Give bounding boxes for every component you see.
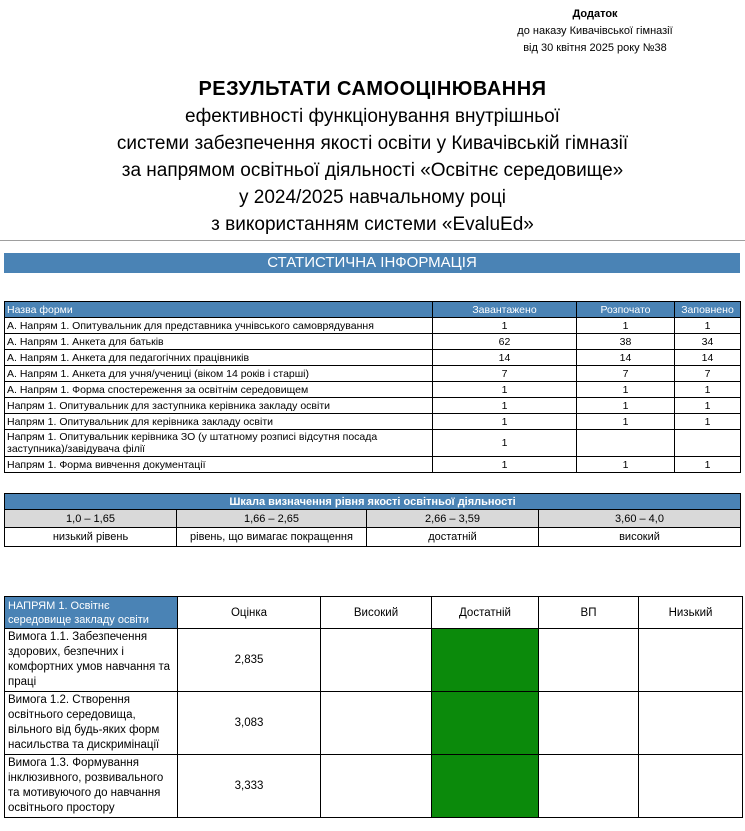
heading-line2: системи забезпечення якості освіти у Кивачівській гімназії	[116, 133, 629, 154]
level-needs-improvement-cell	[539, 629, 639, 692]
appendix-block	[470, 6, 720, 57]
loaded-count: 14	[433, 350, 577, 366]
scale-level: низький рівень	[5, 528, 177, 547]
form-name: А. Напрям 1. Опитувальник для представника учнівського самоврядування	[5, 318, 433, 334]
loaded-count: 1	[433, 414, 577, 430]
loaded-count: 1	[433, 382, 577, 398]
filled-count: 1	[675, 382, 741, 398]
loaded-count: 62	[433, 334, 577, 350]
header-high: Високий	[321, 597, 432, 629]
table-row	[5, 430, 741, 457]
heading-main: РЕЗУЛЬТАТИ САМООЦІНЮВАННЯ	[198, 78, 547, 100]
scale-ranges-row	[5, 510, 741, 528]
started-count: 1	[577, 398, 675, 414]
appendix-line1: до наказу Кивачівської гімназії	[517, 25, 673, 37]
filled-count: 1	[675, 414, 741, 430]
loaded-count: 1	[433, 457, 577, 473]
scale-range: 2,66 – 3,59	[367, 510, 539, 528]
level-low-cell	[639, 629, 743, 692]
requirement-name: Вимога 1.2. Створення освітнього середовища, вільного від будь-яких форм насильства та дискримінації	[5, 692, 178, 755]
form-name: Напрям 1. Опитувальник керівника ЗО (у штатному розписі відсутня посада заступника)/завідувача філії	[5, 430, 433, 457]
level-low-cell	[639, 692, 743, 755]
stats-table	[4, 301, 741, 473]
header-sufficient: Достатній	[432, 597, 539, 629]
appendix-line2: від 30 квітня 2025 року №38	[523, 42, 667, 54]
direction-title: НАПРЯМ 1. Освітнє середовище закладу освіти	[5, 597, 178, 629]
appendix-title: Додаток	[572, 8, 618, 20]
level-sufficient-cell	[432, 629, 539, 692]
level-sufficient-cell	[432, 755, 539, 818]
filled-count: 1	[675, 457, 741, 473]
form-name: Напрям 1. Опитувальник для керівника закладу освіти	[5, 414, 433, 430]
heading-line5: з використанням системи «EvaluEd»	[211, 214, 534, 235]
requirement-name: Вимога 1.3. Формування інклюзивного, розвивального та мотивуючого до навчання освітнього простору	[5, 755, 178, 818]
stats-header-row	[5, 302, 741, 318]
filled-count	[675, 430, 741, 457]
loaded-count: 1	[433, 318, 577, 334]
scale-level: достатній	[367, 528, 539, 547]
scale-range: 3,60 – 4,0	[539, 510, 741, 528]
stats-header-started: Розпочато	[577, 302, 675, 318]
started-count: 1	[577, 318, 675, 334]
filled-count: 1	[675, 318, 741, 334]
started-count: 1	[577, 382, 675, 398]
requirements-header-row	[5, 597, 743, 629]
level-low-cell	[639, 755, 743, 818]
started-count	[577, 430, 675, 457]
scale-range: 1,66 – 2,65	[177, 510, 367, 528]
heading-line3: за напрямом освітньої діяльності «Освітнє середовище»	[121, 160, 624, 181]
table-row	[5, 350, 741, 366]
loaded-count: 1	[433, 398, 577, 414]
header-score: Оцінка	[178, 597, 321, 629]
stats-header-name: Назва форми	[5, 302, 433, 318]
scale-levels-row	[5, 528, 741, 547]
header-low: Низький	[639, 597, 743, 629]
table-row	[5, 382, 741, 398]
table-row	[5, 414, 741, 430]
started-count: 14	[577, 350, 675, 366]
quality-scale-table	[4, 493, 741, 547]
table-row	[5, 457, 741, 473]
loaded-count: 7	[433, 366, 577, 382]
level-needs-improvement-cell	[539, 755, 639, 818]
requirement-score: 2,835	[178, 629, 321, 692]
table-row	[5, 629, 743, 692]
scale-title: Шкала визначення рівня якості освітньої діяльності	[5, 494, 741, 510]
requirement-score: 3,083	[178, 692, 321, 755]
table-row	[5, 366, 741, 382]
level-high-cell	[321, 755, 432, 818]
requirement-name: Вимога 1.1. Забезпечення здорових, безпечних і комфортних умов навчання та праці	[5, 629, 178, 692]
stat-banner: СТАТИСТИЧНА ІНФОРМАЦІЯ	[4, 253, 740, 273]
heading-line4: у 2024/2025 навчальному році	[239, 187, 506, 208]
form-name: А. Напрям 1. Анкета для батьків	[5, 334, 433, 350]
table-row	[5, 398, 741, 414]
level-high-cell	[321, 692, 432, 755]
filled-count: 1	[675, 398, 741, 414]
started-count: 1	[577, 414, 675, 430]
heading-line1: ефективності функціонування внутрішньої	[185, 106, 560, 127]
started-count: 1	[577, 457, 675, 473]
stats-header-filled: Заповнено	[675, 302, 741, 318]
level-sufficient-cell	[432, 692, 539, 755]
level-high-cell	[321, 629, 432, 692]
loaded-count: 1	[433, 430, 577, 457]
form-name: Напрям 1. Форма вивчення документації	[5, 457, 433, 473]
divider	[0, 240, 745, 241]
form-name: А. Напрям 1. Форма спостереження за освітнім середовищем	[5, 382, 433, 398]
filled-count: 34	[675, 334, 741, 350]
stats-header-loaded: Завантажено	[433, 302, 577, 318]
level-needs-improvement-cell	[539, 692, 639, 755]
form-name: А. Напрям 1. Анкета для педагогічних працівників	[5, 350, 433, 366]
table-row	[5, 318, 741, 334]
form-name: Напрям 1. Опитувальник для заступника керівника закладу освіти	[5, 398, 433, 414]
started-count: 38	[577, 334, 675, 350]
table-row	[5, 334, 741, 350]
table-row	[5, 755, 743, 818]
table-row	[5, 692, 743, 755]
filled-count: 7	[675, 366, 741, 382]
filled-count: 14	[675, 350, 741, 366]
document-heading	[0, 76, 745, 238]
scale-range: 1,0 – 1,65	[5, 510, 177, 528]
started-count: 7	[577, 366, 675, 382]
form-name: А. Напрям 1. Анкета для учня/учениці (віком 14 років і старші)	[5, 366, 433, 382]
scale-level: рівень, що вимагає покращення	[177, 528, 367, 547]
requirements-table	[4, 596, 743, 818]
requirement-score: 3,333	[178, 755, 321, 818]
header-needs-improvement: ВП	[539, 597, 639, 629]
scale-level: високий	[539, 528, 741, 547]
